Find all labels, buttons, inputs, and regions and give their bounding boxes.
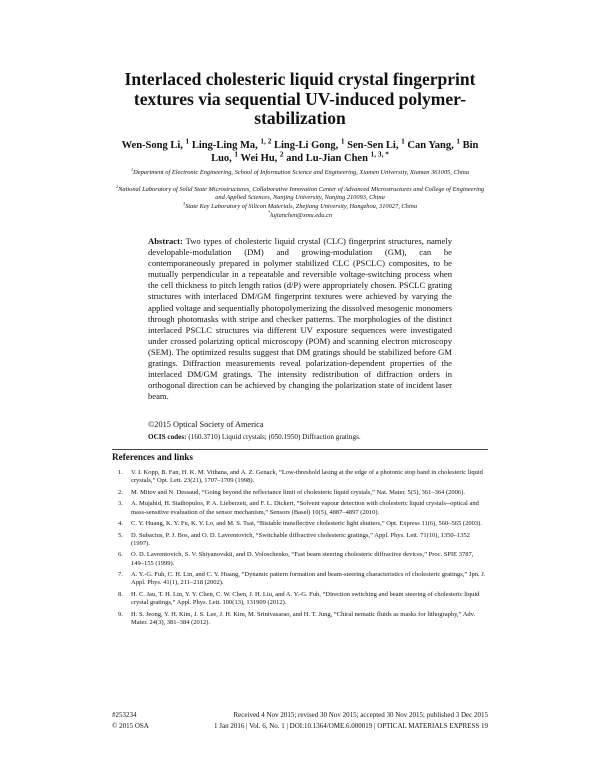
copyright-notice: ©2015 Optical Society of America: [148, 420, 264, 429]
ocis-text: (160.3710) Liquid crystals; (050.1950) Diffraction gratings.: [188, 433, 361, 441]
reference-item: 2. M. Mitov and N. Dessaud, “Going beyond the reflectance limit of cholesteric liquid crystals,” Nat. Mater. 5(5), 361–364 (2006).: [118, 488, 465, 496]
paper-title: Interlaced cholesteric liquid crystal fingerprint textures via sequential UV-induced polymer-stabilization: [124, 69, 476, 128]
section-divider: [112, 449, 488, 450]
journal-info: 1 Jan 2016 | Vol. 6, No. 1 | DOI:10.1364/OME.6.000019 | OPTICAL MATERIALS EXPRESS 19: [214, 722, 488, 730]
reference-item: 8. H. C. Jau, T. H. Lin, Y. Y. Chen, C. W. Chen, J. H. Liu, and A. Y.-G. Fuh, “Direction switching and beam steering of cholesteric liquid crystal gratings,” Appl. Phys. Lett. 100(13), 131909 (2012).: [118, 590, 480, 607]
abstract-text: Two types of cholesteric liquid crystal (CLC) fingerprint structures, namely developable-modulation (DM) and growing-modulation (GM), can be contemporaneously prepared in polymer stabilized CLC (PSCLC) composites, to be mutually perpendicular in a repeatable and reversible voltage-switching process when the cell thickness to pitch length ratios (d/P) were appropriately chosen. PSCLC grating structures with interlaced DM/GM fingerprint textures were achieved by varying the applied voltage and sequentially photopolymerizing the dissolved mesogenic monomers through photomasks with stripe and checker patterns. The morphologies of the distinct interlaced PSCLC structures via different UV exposure sequences were investigated under crossed polarizing optical microscopy (POM) and scanning electron microscopy (SEM). The optimized results suggest that DM gratings should be stabilized before GM gratings. Diffraction measurements reveal polarization-dependent properties of the interlaced DM/GM gratings. The intensity redistribution of diffraction orders in orthogonal direction can be achieved by changing the polarization state of incident laser beam.: [148, 236, 452, 402]
author: and Lu-Jian Chen $^{1, 3, *}$: [286, 149, 389, 164]
author: Ling-Li Gong, $^1$: [274, 136, 345, 151]
reference-item: 9. H. S. Jeong, Y. H. Kim, J. S. Lee, J. H. Kim, M. Srinivasarao, and H. T. Jung, “Chiral nematic fluids as masks for lithography,” Adv. Mater. 24(3), 381–384 (2012).: [118, 610, 476, 626]
affiliation: $^2$National Laboratory of Solid State Microstructures, Collaborative Innovation Center of Advanced Microstructures and College of Engineering and Applied Sciences, Nanjing University, Nanjing 210093, China: [115, 183, 485, 202]
author: Bin Luo, $^1$: [211, 140, 479, 164]
affiliation: $^1$Department of Electronic Engineering, School of Information Science and Engineering, Xiamen University, Xiamen 361005, China: [130, 166, 470, 176]
references-heading: References and links: [112, 452, 193, 462]
author: Wen-Song Li, $^1$: [121, 136, 190, 151]
author: Can Yang, $^1$: [407, 136, 460, 151]
reference-item: 5. D. Subacius, P. J. Bos, and O. D. Lavrentovich, “Switchable diffractive cholesteric gratings,” Appl. Phys. Lett. 71(10), 1350–1352 (1997).: [118, 531, 470, 547]
reference-item: 6. O. D. Lavrentovich, S. V. Shiyanovskii, and D. Voloschenko, “Fast beam steering cholesteric diffractive devices,” Proc. SPIE 3787, 149–155 (1999).: [118, 551, 474, 567]
affiliation: $^3$State Key Laboratory of Silicon Materials, Zhejiang University, Hangzhou, 310027, China: [182, 200, 418, 210]
corresponding-email[interactable]: *lujianchen@xmu.edu.cn: [267, 209, 333, 219]
abstract-label: Abstract:: [148, 236, 183, 246]
author: Sen-Sen Li, $^1$: [347, 136, 405, 151]
ocis-codes: [148, 433, 361, 442]
author: Wei Hu, $^2$: [240, 149, 284, 164]
author: Ling-Ling Ma, $^{1, 2}$: [191, 136, 272, 151]
ocis-label: OCIS codes:: [148, 433, 187, 441]
reference-item: 7. A. Y.-G. Fuh, C. H. Lin, and C. Y. Huang, “Dynamic pattern formation and beam-steering characteristics of cholesteric gratings,” Jpn. J. Appl. Phys. 41(1), 211–218 (2002).: [118, 571, 486, 587]
reference-item: 4. C. Y. Huang, K. Y. Fu, K. Y. Lo, and M. S. Tsai, “Bistable transflective cholesteric light shutters,” Opt. Express 11(6), 560–565 (2003).: [118, 520, 482, 528]
received-dates: Received 4 Nov 2015; revised 30 Nov 2015; accepted 30 Nov 2015; published 3 Dec 2015: [233, 711, 488, 719]
reference-list: [112, 469, 488, 630]
reference-item: 3. A. Mujahid, H. Stathopulos, P. A. Lieberzeit, and F. L. Dickert, “Solvent vapour detection with cholesteric liquid crystals--optical and mass-sensitive evaluation of the sensor mechanism,” Sensors (Basel) 10(5), 4887–4897 (2010).: [118, 500, 479, 516]
document-id: #253234: [112, 711, 137, 719]
osa-copyright: © 2015 OSA: [112, 722, 149, 730]
abstract: [148, 236, 452, 402]
reference-item: 1. V. I. Kopp, B. Fan, H. K. M. Vithana, and A. Z. Genack, “Low-threshold lasing at the edge of a photonic stop band in cholesteric liquid crystals,” Opt. Lett. 23(21), 1707–1709 (1998).: [118, 469, 483, 485]
author-list: [110, 136, 490, 165]
